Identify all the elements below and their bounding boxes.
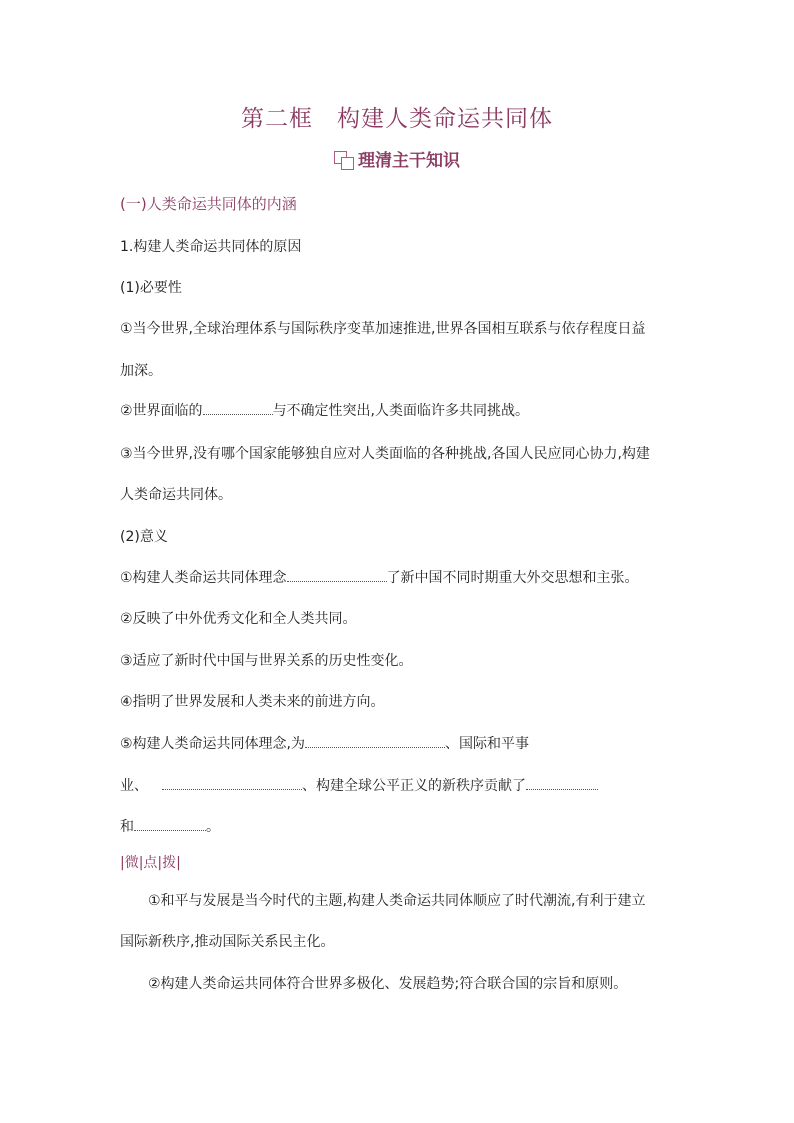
- sub-heading-significance: (2)意义: [120, 529, 168, 545]
- tip-label: |微|点|拨|: [120, 855, 181, 871]
- fill-blank[interactable]: [526, 777, 598, 790]
- paragraph-line: ①当今世界,全球治理体系与国际秩序变革加速推进,世界各国相互联系与依存程度日益: [120, 321, 646, 337]
- tip-paragraph-line: 国际新秩序,推动国际关系民主化。: [120, 934, 335, 950]
- paragraph-line: [120, 775, 598, 795]
- paragraph-line: ③当今世界,没有哪个国家能够独自应对人类面临的各种挑战,各国人民应同心协力,构建: [120, 446, 650, 462]
- text-segment: ⑤构建人类命运共同体理念,为: [120, 736, 306, 752]
- text-segment: 了新中国不同时期重大外交思想和主张。: [386, 570, 639, 586]
- sub-heading-necessity: (1)必要性: [120, 280, 182, 296]
- paragraph-line: [120, 733, 529, 753]
- overlap-squares-icon: [334, 151, 356, 169]
- text-segment: 。: [206, 819, 220, 835]
- title-part2: 构建人类命运共同体: [337, 106, 553, 132]
- fill-blank[interactable]: [287, 569, 387, 582]
- item-heading: 1.构建人类命运共同体的原因: [120, 239, 302, 255]
- fill-blank[interactable]: [203, 402, 273, 415]
- section-heading: (一)人类命运共同体的内涵: [120, 195, 297, 213]
- fill-blank[interactable]: [134, 818, 206, 831]
- text-segment: 业、: [120, 778, 148, 794]
- paragraph-line: [120, 400, 529, 420]
- tip-paragraph-line: ①和平与发展是当今时代的主题,构建人类命运共同体顺应了时代潮流,有利于建立: [148, 893, 646, 909]
- paragraph-line: 加深。: [120, 363, 162, 379]
- page-title: [0, 100, 794, 133]
- tip-paragraph-line: ②构建人类命运共同体符合世界多极化、发展趋势;符合联合国的宗旨和原则。: [148, 976, 628, 992]
- text-segment: 、国际和平事: [445, 736, 530, 752]
- paragraph-line: [120, 816, 220, 836]
- fill-blank[interactable]: [305, 735, 445, 748]
- text-segment: 和: [120, 819, 134, 835]
- paragraph-line: 人类命运共同体。: [120, 487, 232, 503]
- text-segment: 与不确定性突出,人类面临许多共同挑战。: [272, 403, 530, 419]
- paragraph-line: ④指明了世界发展和人类未来的前进方向。: [120, 694, 385, 710]
- title-part1: 第二框: [241, 106, 313, 132]
- section-header: [0, 146, 794, 171]
- paragraph-line: ③适应了新时代中国与世界关系的历史性变化。: [120, 653, 413, 669]
- paragraph-line: ②反映了中外优秀文化和全人类共同。: [120, 611, 357, 627]
- text-segment: ①构建人类命运共同体理念: [120, 570, 287, 586]
- section-header-text: 理清主干知识: [358, 151, 460, 171]
- fill-blank[interactable]: [162, 777, 302, 790]
- paragraph-line: [120, 567, 639, 587]
- text-segment: ②世界面临的: [120, 403, 203, 419]
- text-segment: 、构建全球公平正义的新秩序贡献了: [302, 778, 526, 794]
